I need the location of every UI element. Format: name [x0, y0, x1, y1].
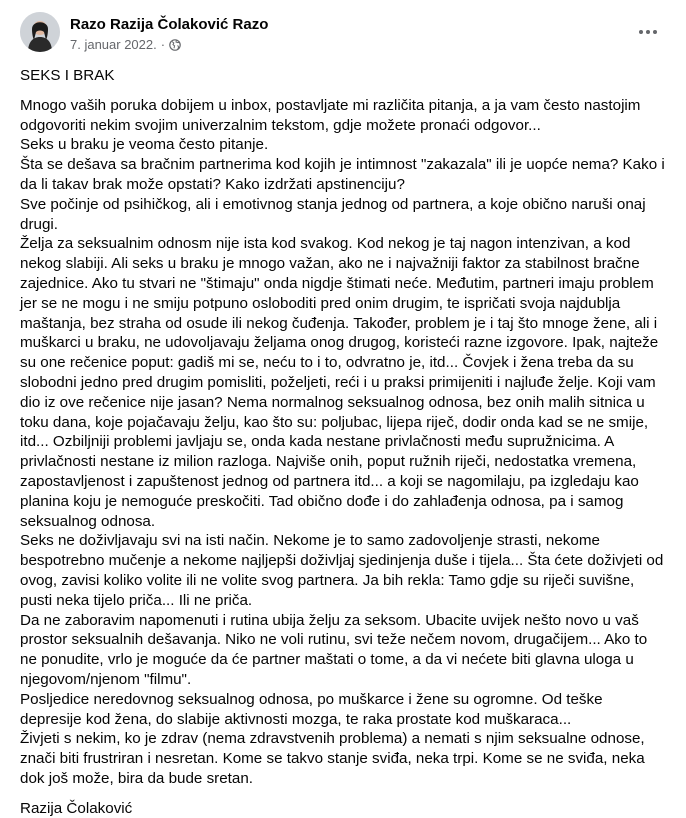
post-content: [20, 66, 668, 818]
post-paragraph: Seks ne doživljavaju svi na isti način. Nekome je to samo zadovoljenje strasti, nekome bespotrebno mučenje a nekome najljepši doživljaj sjedinjenja duše i tijela... Šta ćete doživjeti od ovog, zavisi koliko volite ili ne volite svog partnera. Ja bih rekla: Tamo gdje su riječi suvišne, pusti neka tijelo priča... Ili ne priča.: [20, 532, 664, 609]
post-paragraph: Seks u braku je veoma često pitanje.: [20, 136, 269, 154]
avatar[interactable]: [20, 12, 60, 52]
more-horizontal-icon[interactable]: [634, 18, 662, 46]
post-paragraph: Šta se dešava sa bračnim partnerima kod kojih je intimnost "zakazala" ili je uopće nema? Kako i da li takav brak može opstati? Kako izdržati apstinenciju?: [20, 156, 665, 193]
post-paragraph: Sve počinje od psihičkog, ali i emotivnog stanja jednog od partnera, a koje obično naruši onaj drugi.: [20, 195, 646, 233]
globe-icon: [169, 39, 181, 51]
post-date[interactable]: 7. januar 2022.: [70, 37, 157, 52]
post-paragraph: Želja za seksualnim odnosm nije ista kod svakog. Kod nekog je taj nagon intenzivan, a kod nekog slabiji. Ali seks u braku je mnogo važan, ako ne i najvažniji faktor za stabilnost bračne zajednice. Ako tu stvari ne "štimaju" onda nigdje štimati neće. Međutim, partneri imaju problem jer se ne mogu i ne smiju potpuno osloboditi pred onim drugim, te ispričati svoja najdublja maštanja, bez straha od osude ili nekog čuđenja. Također, problem je i taj što mnoge žene, ali i muškarci u braku, ne udovoljavaju željama onog drugog, koristeći razne izgovore. Ipak, najteže su one rečenice poput: gadiš mi se, neću to i to, odvratno je, itd... Čovjek i žena treba da su slobodni jedno pred drugim pomisliti, poželjeti, reći i u praksi primijeniti i najluđe želje. Koji vam dio iz ove rečenice nije jasan? Nema normalnog seksualnog odnosa, bez onih malih sitnica u toku dana, koje pojačavaju želju, kao što su: poljubac, lijepa riječ, dodir onda kad se ne smije, itd... Ozbiljniji problemi javljaju se, onda kada nestane privlačnosti među supružnicima. A privlačnosti nestane iz milion razloga. Najviše onih, poput ružnih riječi, nedostatka vremena, zapostavljenost i zapuštenost jednog od partnera itd... a koji se nagomilaju, pa izgledaju kao planina koju je nemoguće preskočiti. Tad obično dođe i do zahlađenja odnosa, pa i samog seksualnog odnosa.: [20, 235, 659, 530]
post-paragraph: Posljedice neredovnog seksualnog odnosa, po muškarce i žene su ogromne. Od teške depresije kod žena, do slabije aktivnosti mozga, te raka prostate kod muškaraca...: [20, 690, 603, 728]
post-paragraph: Živjeti s nekim, ko je zdrav (nema zdravstvenih problema) a nemati s njim seksualne odnose, znači biti frustriran i nesretan. Kome se takvo stanje sviđa, neka trpi. Kome se ne sviđa, neka dok još može, bira da bude sretan.: [20, 730, 645, 787]
post-meta: [70, 16, 268, 53]
post-subline: [70, 37, 268, 53]
post-signature: Razija Čolaković: [20, 799, 133, 817]
post-paragraph: Da ne zaboravim napomenuti i rutina ubija želju za seksom. Ubacite uvijek nešto novo u vaš prostor seksualnih dešavanja. Niko ne voli rutinu, svi teže nečem novom, drugačijem... Ako to ne ponudite, vrlo je moguće da će partner maštati o tome, a da vi nećete biti glavna uloga u njegovom/njenom "filmu".: [20, 611, 648, 688]
author-name[interactable]: Razo Razija Čolaković Razo: [70, 16, 269, 33]
post-title: SEKS I BRAK: [20, 67, 115, 84]
post-header: [20, 12, 670, 56]
avatar-image: [20, 12, 60, 52]
post-paragraph: Mnogo vaših poruka dobijem u inbox, postavljate mi različita pitanja, a ja vam često nastojim odgovoriti nekim svojim univerzalnim tekstom, gdje možete pronaći odgovor...: [20, 96, 641, 134]
separator: ·: [160, 37, 166, 52]
